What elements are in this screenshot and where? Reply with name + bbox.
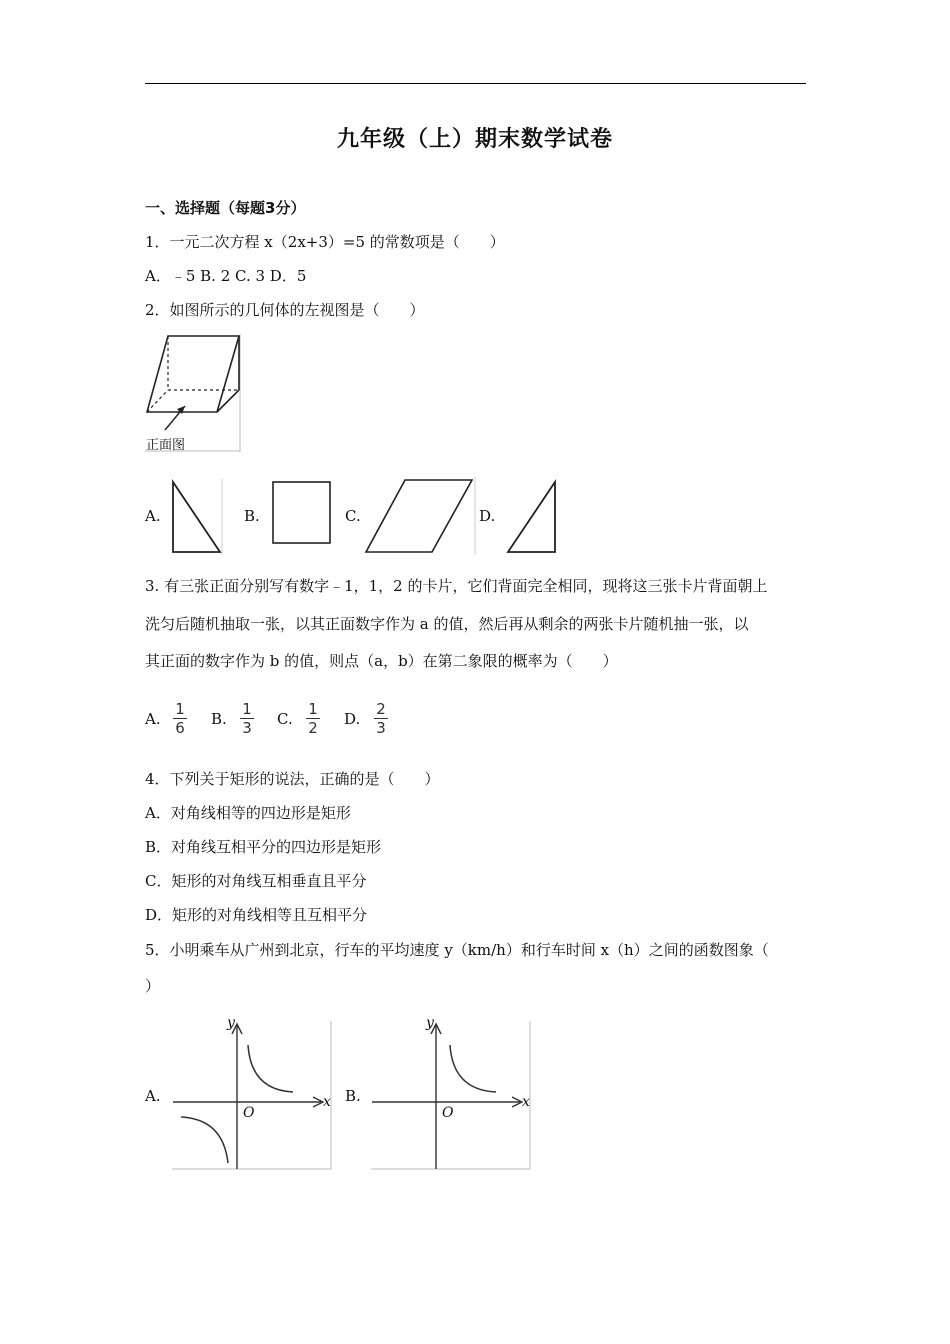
q5-option-a-label: A. [145,1087,161,1105]
graph-b-plot [370,1015,532,1170]
fraction-numerator: 1 [242,700,252,718]
fraction-denominator: 2 [308,719,318,737]
origin-label: O [243,1105,255,1121]
q5-option-a-graph [171,1015,333,1170]
q2-option-a-label: A. [145,507,161,525]
question-3-stem-line-3: 其正面的数字作为 b 的值，则点（a，b）在第二象限的概率为（ ） [145,652,618,670]
q2-option-d-figure [505,479,559,555]
fraction-numerator: 1 [308,700,318,718]
q2-option-c-figure [363,477,477,555]
x-axis-label: x [522,1094,530,1110]
page-title: 九年级（上）期末数学试卷 [336,127,613,152]
question-1-stem: 1．一元二次方程 x（2x+3）=5 的常数项是（ ） [145,233,505,251]
q3-option-c-label: C. [277,710,293,728]
fraction-numerator: 2 [376,700,386,718]
q3-option-a-fraction [173,700,187,737]
q3-option-d-fraction [374,700,388,737]
fraction-denominator: 6 [175,719,185,737]
question-2-stem: 2．如图所示的几何体的左视图是（ ） [145,301,425,319]
q5-option-b-graph [370,1015,532,1170]
q2-option-c-label: C. [345,507,361,525]
question-3-stem-line-1: 3. 有三张正面分别写有数字﹣1，1，2 的卡片，它们背面完全相同，现将这三张卡片背面朝上 [145,577,768,595]
q3-option-c-fraction [306,700,320,737]
q2-solid-figure [145,334,241,452]
x-axis-label: x [323,1094,331,1110]
header-rule [145,83,806,84]
front-view-label: 正面图 [146,438,186,453]
question-5-stem-line-1: 5．小明乘车从广州到北京，行车的平均速度 y（km/h）和行车时间 x（h）之间的函数图象（ [145,941,769,959]
q2-option-d-label: D. [479,507,496,525]
question-5-stem-line-2: ） [145,977,161,995]
q2-option-a-figure [170,479,224,555]
fraction-numerator: 1 [175,700,185,718]
section-heading: 一、选择题（每题3分） [145,199,306,217]
q4-option-c: C．矩形的对角线互相垂直且平分 [145,872,367,890]
q4-option-a: A．对角线相等的四边形是矩形 [145,804,351,822]
q5-option-b-label: B. [345,1087,361,1105]
q3-option-b-fraction [240,700,254,737]
q4-option-b: B．对角线互相平分的四边形是矩形 [145,838,382,856]
fraction-denominator: 3 [242,719,252,737]
q2-option-b-label: B. [244,507,260,525]
graph-a-plot [171,1015,333,1170]
y-axis-label: y [426,1015,434,1031]
question-3-stem-line-2: 洗匀后随机抽取一张，以其正面数字作为 a 的值，然后再从剩余的两张卡片随机抽一张，以 [145,615,749,633]
y-axis-label: y [227,1015,235,1031]
origin-label: O [442,1105,454,1121]
q3-option-b-label: B. [211,710,227,728]
question-4-stem: 4．下列关于矩形的说法，正确的是（ ） [145,770,440,788]
q3-option-a-label: A. [145,710,161,728]
q2-option-b-figure [270,479,332,545]
q4-option-d: D．矩形的对角线相等且互相平分 [145,906,368,924]
q3-option-d-label: D. [344,710,361,728]
question-1-options: A．﹣5 B. 2 C. 3 D．5 [145,267,307,285]
fraction-denominator: 3 [376,719,386,737]
